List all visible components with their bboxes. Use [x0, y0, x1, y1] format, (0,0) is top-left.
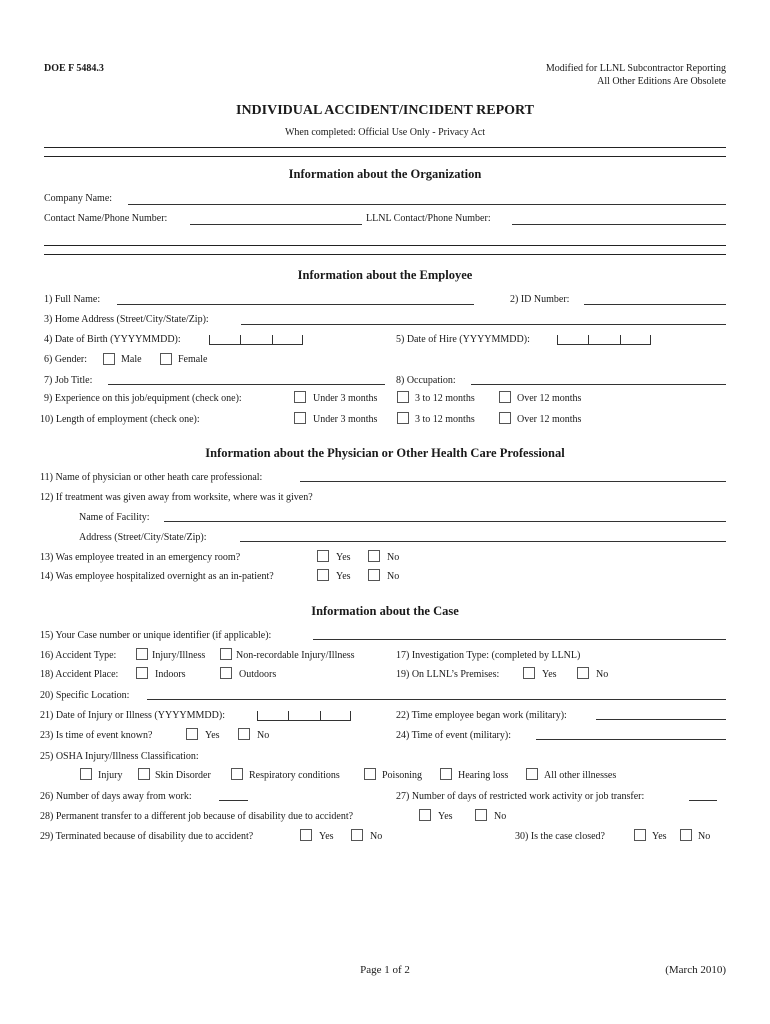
facility-label: Name of Facility: — [79, 512, 150, 523]
form-title: INDIVIDUAL ACCIDENT/INCIDENT REPORT — [236, 103, 534, 118]
form-note-line1: Modified for LLNL Subcontractor Reporting — [545, 63, 726, 74]
osha-other-label: All other illnesses — [544, 770, 617, 781]
q18-indoors-checkbox[interactable] — [136, 667, 148, 679]
divider — [44, 147, 726, 148]
q13-label: 13) Was employee treated in an emergency room? — [40, 552, 241, 563]
q28-no-checkbox[interactable] — [475, 809, 487, 821]
facility-address-field[interactable] — [240, 541, 726, 542]
occupation-label: 8) Occupation: — [396, 375, 456, 386]
q21-field[interactable] — [257, 711, 351, 721]
full-name-label: 1) Full Name: — [44, 294, 101, 305]
page-number: Page 1 of 2 — [360, 964, 410, 976]
q15-field[interactable] — [313, 639, 726, 640]
job-title-label: 7) Job Title: — [44, 375, 93, 386]
dob-label: 4) Date of Birth (YYYYMMDD): — [44, 334, 181, 345]
length-under3-label: Under 3 months — [313, 414, 378, 425]
osha-skin-checkbox[interactable] — [138, 768, 150, 780]
q11-label: 11) Name of physician or other heath care professional: — [40, 472, 263, 483]
home-address-field[interactable] — [241, 324, 726, 325]
q19-no-checkbox[interactable] — [577, 667, 589, 679]
dob-field[interactable] — [209, 335, 303, 345]
q18-label: 18) Accident Place: — [40, 669, 119, 680]
q13-no-checkbox[interactable] — [368, 550, 380, 562]
q14-no-checkbox[interactable] — [368, 569, 380, 581]
q23-yes-checkbox[interactable] — [186, 728, 198, 740]
experience-over12-checkbox[interactable] — [499, 391, 511, 403]
q19-no-label: No — [596, 669, 609, 680]
q17-label: 17) Investigation Type: (completed by LLNL) — [396, 650, 581, 661]
q24-field[interactable] — [536, 739, 726, 740]
q30-no-checkbox[interactable] — [680, 829, 692, 841]
osha-poisoning-label: Poisoning — [382, 770, 423, 781]
q16-nonrecordable-label: Non-recordable Injury/Illness — [236, 650, 355, 661]
q26-field[interactable] — [219, 800, 248, 801]
contact-label: Contact Name/Phone Number: — [44, 213, 168, 224]
q14-yes-label: Yes — [336, 571, 351, 582]
job-title-field[interactable] — [108, 384, 385, 385]
q28-label: 28) Permanent transfer to a different job because of disability due to accident? — [40, 811, 354, 822]
q16-injury-illness-label: Injury/Illness — [152, 650, 206, 661]
q16-label: 16) Accident Type: — [40, 650, 117, 661]
q22-field[interactable] — [596, 719, 726, 720]
osha-hearing-label: Hearing loss — [458, 770, 509, 781]
experience-3to12-checkbox[interactable] — [397, 391, 409, 403]
q12-label: 12) If treatment was given away from worksite, where was it given? — [40, 492, 313, 503]
osha-injury-checkbox[interactable] — [80, 768, 92, 780]
q19-label: 19) On LLNL’s Premises: — [396, 669, 500, 680]
id-number-label: 2) ID Number: — [510, 294, 570, 305]
q19-yes-label: Yes — [542, 669, 557, 680]
q29-yes-label: Yes — [319, 831, 334, 842]
q30-yes-checkbox[interactable] — [634, 829, 646, 841]
q11-field[interactable] — [300, 481, 726, 482]
experience-over12-label: Over 12 months — [517, 393, 582, 404]
q29-yes-checkbox[interactable] — [300, 829, 312, 841]
q28-yes-label: Yes — [438, 811, 453, 822]
experience-under3-checkbox[interactable] — [294, 391, 306, 403]
facility-field[interactable] — [164, 521, 726, 522]
osha-other-checkbox[interactable] — [526, 768, 538, 780]
section-case-heading: Information about the Case — [311, 604, 459, 618]
osha-injury-label: Injury — [98, 770, 123, 781]
form-subtitle: When completed: Official Use Only - Privacy Act — [284, 127, 486, 138]
company-name-label: Company Name: — [44, 193, 113, 204]
form-date: (March 2010) — [665, 964, 726, 976]
company-name-field[interactable] — [128, 204, 726, 205]
q13-no-label: No — [387, 552, 400, 563]
osha-respiratory-label: Respiratory conditions — [249, 770, 340, 781]
q23-label: 23) Is time of event known? — [40, 730, 153, 741]
q25-label: 25) OSHA Injury/Illness Classification: — [40, 751, 199, 762]
q18-outdoors-checkbox[interactable] — [220, 667, 232, 679]
gender-female-label: Female — [178, 354, 208, 365]
q30-no-label: No — [698, 831, 711, 842]
experience-label: 9) Experience on this job/equipment (check one): — [44, 393, 242, 404]
length-over12-label: Over 12 months — [517, 414, 582, 425]
divider — [44, 254, 726, 255]
q13-yes-label: Yes — [336, 552, 351, 563]
occupation-field[interactable] — [471, 384, 726, 385]
q27-field[interactable] — [689, 800, 717, 801]
q30-label: 30) Is the case closed? — [515, 831, 605, 842]
q29-no-label: No — [370, 831, 383, 842]
q29-no-checkbox[interactable] — [351, 829, 363, 841]
gender-female-checkbox[interactable] — [160, 353, 172, 365]
section-employee-heading: Information about the Employee — [297, 268, 473, 282]
q21-label: 21) Date of Injury or Illness (YYYYMMDD): — [40, 710, 225, 721]
divider — [44, 245, 726, 246]
form-note-line2: All Other Editions Are Obsolete — [597, 76, 726, 87]
length-3to12-checkbox[interactable] — [397, 412, 409, 424]
length-over12-checkbox[interactable] — [499, 412, 511, 424]
q14-no-label: No — [387, 571, 400, 582]
divider — [44, 156, 726, 157]
q15-label: 15) Your Case number or unique identifier (if applicable): — [40, 630, 272, 641]
length-3to12-label: 3 to 12 months — [415, 414, 475, 425]
q16-nonrecordable-checkbox[interactable] — [220, 648, 232, 660]
form-id: DOE F 5484.3 — [44, 63, 104, 74]
q26-label: 26) Number of days away from work: — [40, 791, 192, 802]
q14-label: 14) Was employee hospitalized overnight as an in-patient? — [40, 571, 274, 582]
q23-yes-label: Yes — [205, 730, 220, 741]
q20-field[interactable] — [147, 699, 726, 700]
osha-respiratory-checkbox[interactable] — [231, 768, 243, 780]
q18-indoors-label: Indoors — [155, 669, 186, 680]
experience-3to12-label: 3 to 12 months — [415, 393, 475, 404]
length-label: 10) Length of employment (check one): — [40, 414, 200, 425]
doh-label: 5) Date of Hire (YYYYMMDD): — [396, 334, 530, 345]
osha-poisoning-checkbox[interactable] — [364, 768, 376, 780]
q30-yes-label: Yes — [652, 831, 667, 842]
gender-male-checkbox[interactable] — [103, 353, 115, 365]
q24-label: 24) Time of event (military): — [396, 730, 511, 741]
q20-label: 20) Specific Location: — [40, 690, 130, 701]
q18-outdoors-label: Outdoors — [239, 669, 277, 680]
llnl-contact-field[interactable] — [512, 224, 726, 225]
q23-no-checkbox[interactable] — [238, 728, 250, 740]
contact-field[interactable] — [190, 224, 362, 225]
q16-injury-illness-checkbox[interactable] — [136, 648, 148, 660]
q28-yes-checkbox[interactable] — [419, 809, 431, 821]
q27-label: 27) Number of days of restricted work activity or job transfer: — [396, 791, 645, 802]
gender-male-label: Male — [121, 354, 142, 365]
osha-hearing-checkbox[interactable] — [440, 768, 452, 780]
q22-label: 22) Time employee began work (military): — [396, 710, 567, 721]
doh-field[interactable] — [557, 335, 651, 345]
osha-skin-label: Skin Disorder — [155, 770, 211, 781]
llnl-contact-label: LLNL Contact/Phone Number: — [366, 213, 491, 224]
full-name-field[interactable] — [117, 304, 474, 305]
length-under3-checkbox[interactable] — [294, 412, 306, 424]
q19-yes-checkbox[interactable] — [523, 667, 535, 679]
facility-address-label: Address (Street/City/State/Zip): — [79, 532, 207, 543]
id-number-field[interactable] — [584, 304, 726, 305]
section-physician-heading: Information about the Physician or Other Health Care Professional — [205, 446, 565, 460]
q28-no-label: No — [494, 811, 507, 822]
experience-under3-label: Under 3 months — [313, 393, 378, 404]
q29-label: 29) Terminated because of disability due to accident? — [40, 831, 254, 842]
section-organization-heading: Information about the Organization — [288, 167, 482, 181]
q13-yes-checkbox[interactable] — [317, 550, 329, 562]
home-address-label: 3) Home Address (Street/City/State/Zip): — [44, 314, 209, 325]
gender-label: 6) Gender: — [44, 354, 88, 365]
q14-yes-checkbox[interactable] — [317, 569, 329, 581]
q23-no-label: No — [257, 730, 270, 741]
